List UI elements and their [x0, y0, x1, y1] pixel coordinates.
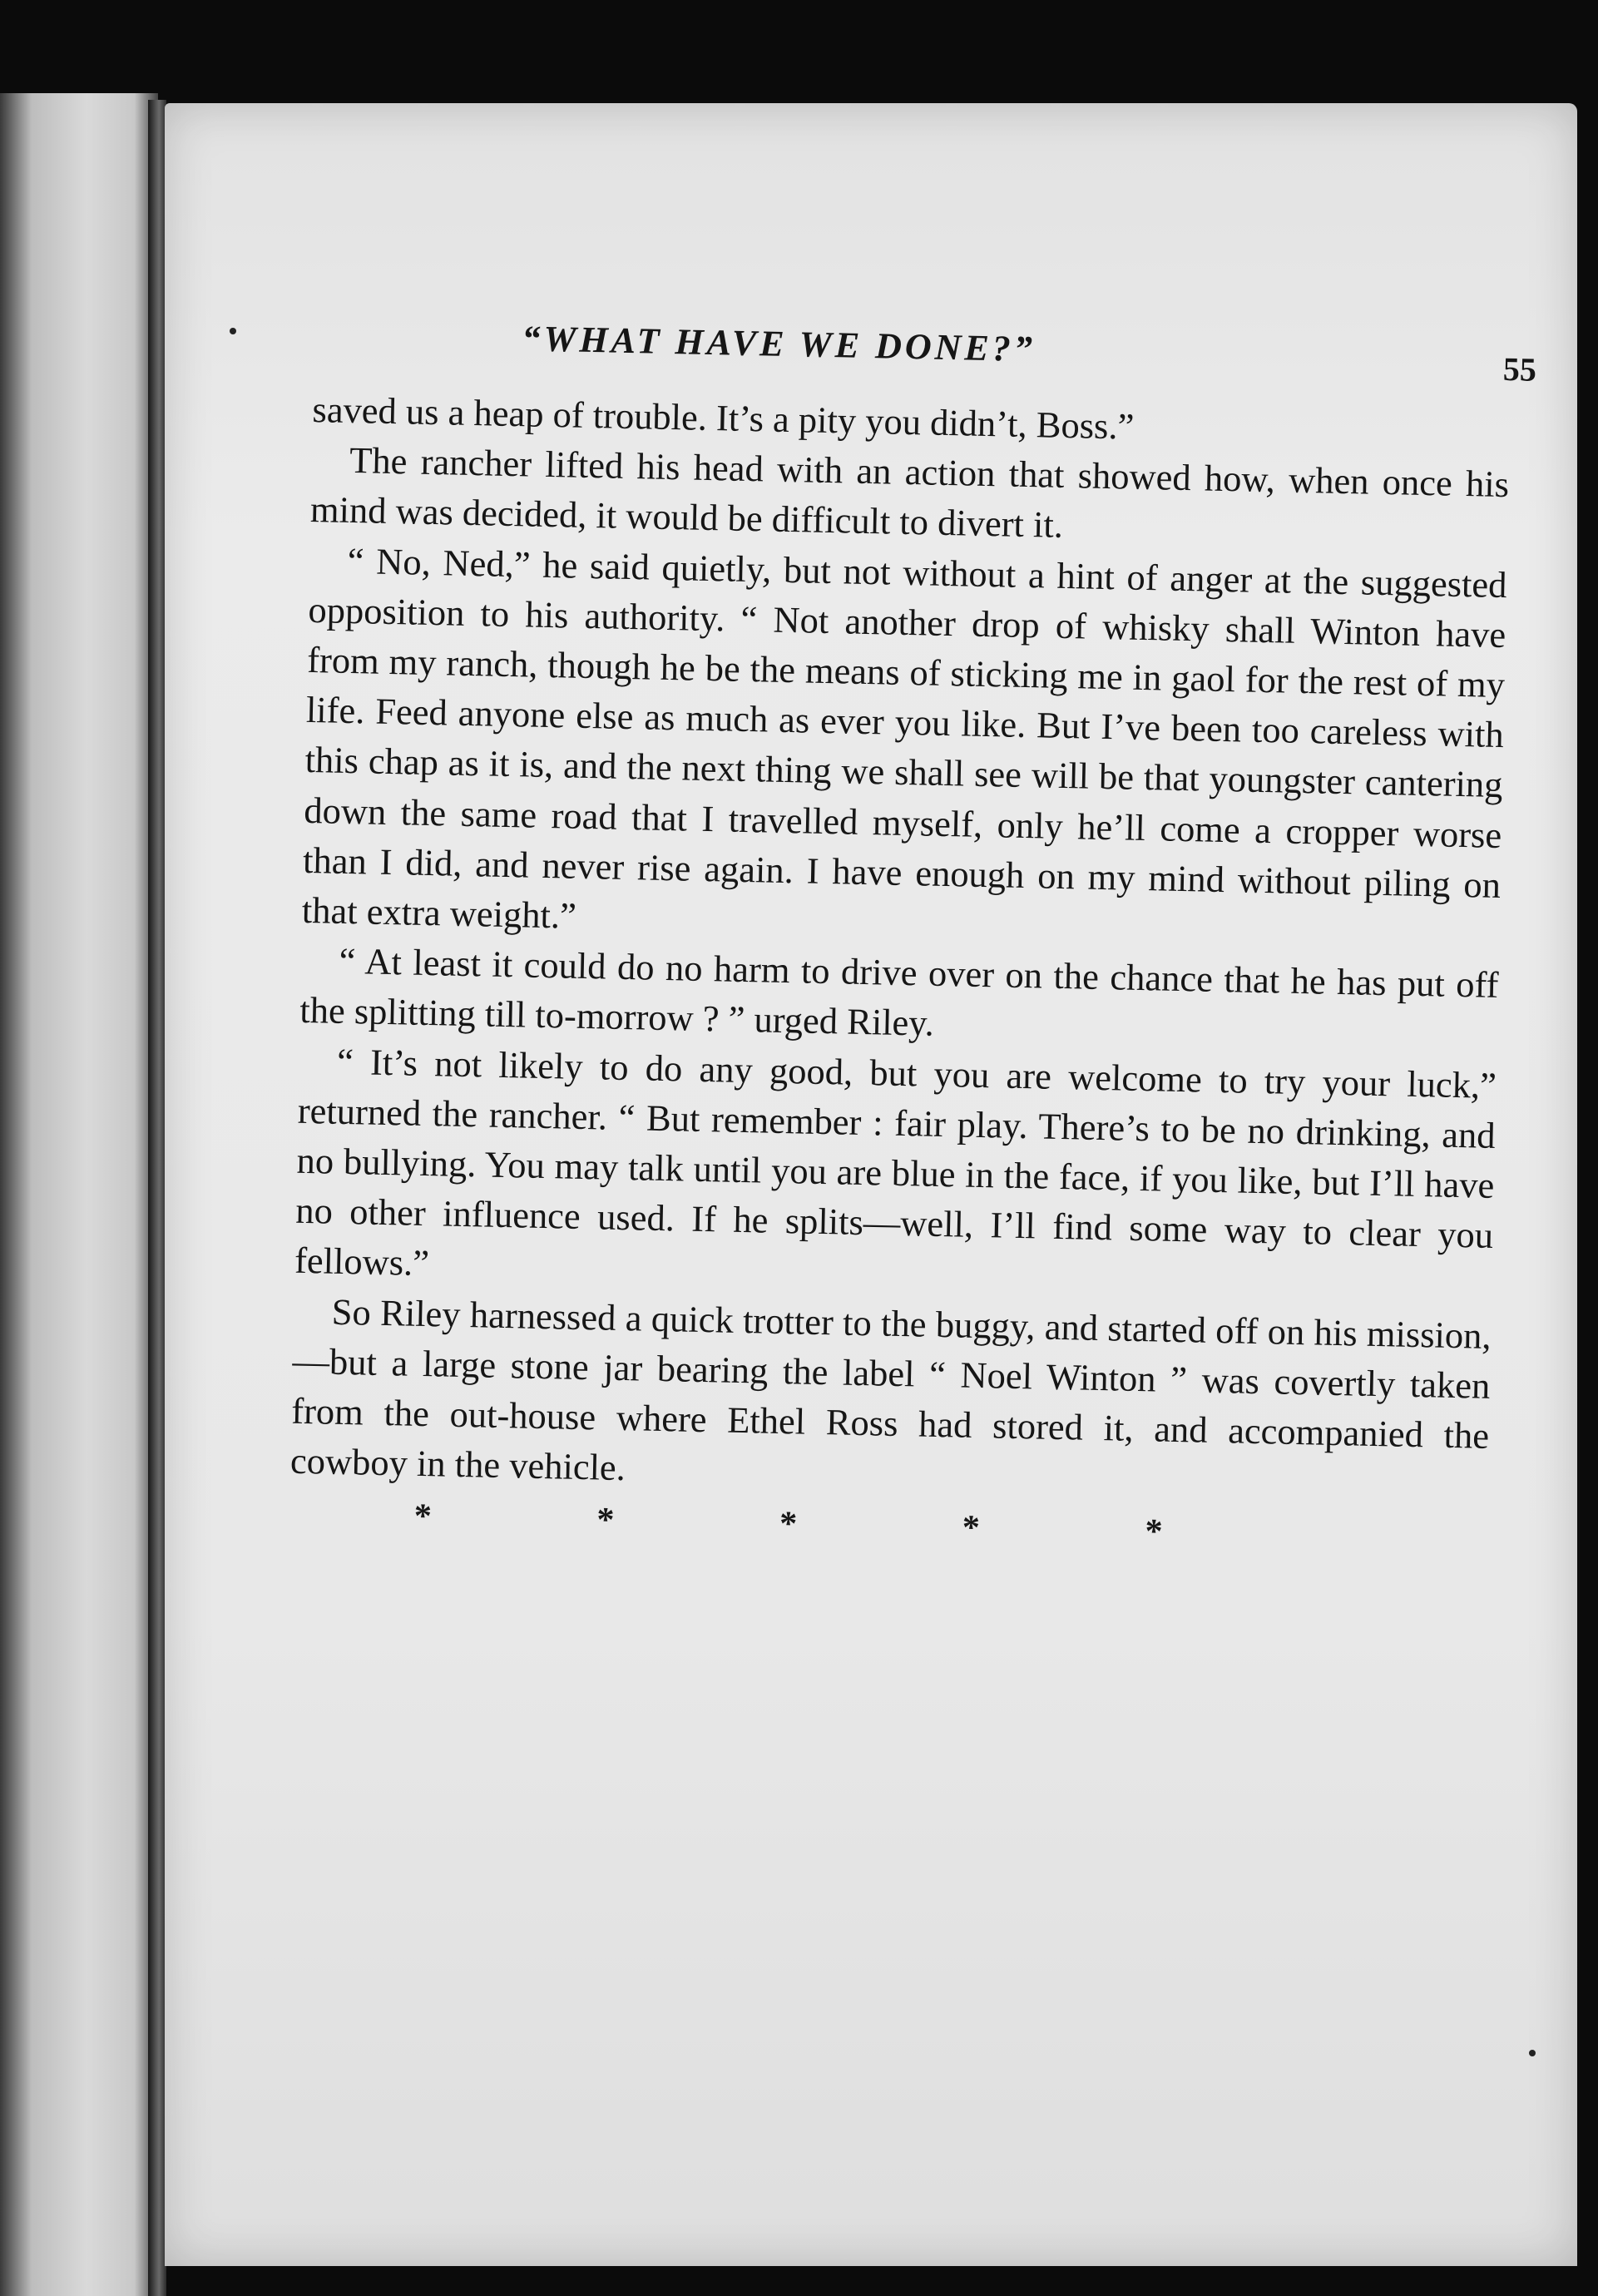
paragraph: “ No, Ned,” he said quietly, but not without a hint of anger at the suggested opposition to his authority. “ Not another drop of whisky shall Winton have from my ranch, though he be the means of sticking me in gaol for the rest of my life. Feed anyone else as much as ever you like. But I’ve been too careless with this chap as it is, and the next thing we shall see will be that youngster cantering down the same road that I travelled myself, only he’ll come a cropper worse than I did, and never rise again. I have enough on my mind without piling on that extra weight.” [301, 539, 1507, 937]
dust-speck [230, 328, 236, 334]
section-star: * [596, 1501, 615, 1541]
paragraph: So Riley harnessed a quick trotter to the buggy, and started off on his mission,—but a large stone jar bearing the label “ Noel Winton ” was covertly taken from the out-house where Ethel Ross had stored it, and accompanied the cowboy in the vehicle. [289, 1290, 1492, 1489]
paragraph: The rancher lifted his head with an action that showed how, when once his mind was decided, it would be difficult to divert it. [309, 439, 1510, 547]
book-gutter [148, 100, 166, 2296]
body-text [289, 384, 1510, 1511]
section-star: * [413, 1497, 433, 1536]
dust-speck [1529, 2050, 1536, 2056]
previous-page-edge [0, 93, 158, 2296]
section-star: * [1145, 1512, 1164, 1552]
section-star: * [779, 1505, 798, 1544]
section-star: * [962, 1509, 981, 1548]
paragraph: “ At least it could do no harm to drive over on the chance that he has put off the splitting till to-morrow ? ” urged Riley. [299, 940, 1499, 1045]
page-number: 55 [1502, 349, 1537, 388]
paragraph: saved us a heap of trouble. It’s a pity you didn’t, Boss.” [312, 388, 1135, 448]
page-content [289, 313, 1537, 1559]
section-break [413, 1497, 1163, 1552]
book-page [165, 103, 1577, 2266]
paragraph: “ It’s not likely to do any good, but you are welcome to try your luck,” returned the rancher. “ But remember : fair play. There’s to be no drinking, and no bullying. You may talk until you are blue in the face, if you like, but I’ll have no other influence used. If he splits—well, I’ll find some way to clear you fellows.” [294, 1040, 1497, 1284]
chapter-title: “WHAT HAVE WE DONE?” [521, 318, 1036, 370]
